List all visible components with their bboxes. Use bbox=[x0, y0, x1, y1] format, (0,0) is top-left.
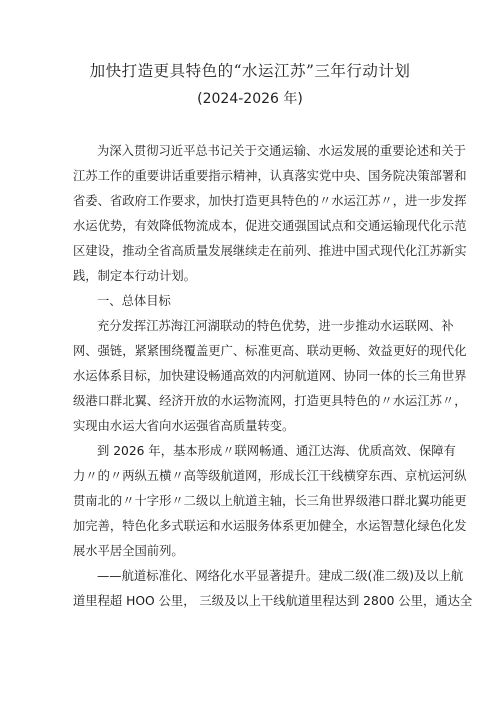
paragraph-line: 贯南北的〃十字形〃二级以上航道主轴，长三角世界级港口群北翼功能更 bbox=[73, 494, 467, 508]
paragraph-line: 践，制定本行动计划。 bbox=[73, 269, 196, 283]
paragraph-line: 省委、省政府工作要求，加快打造更具特色的〃水运江苏〃，进一步发挥 bbox=[73, 194, 467, 208]
paragraph-line: 网、强链，紧紧围绕覆盖更广、标准更高、联动更畅、效益更好的现代化 bbox=[73, 344, 467, 358]
paragraph-line: 水运体系目标，加快建设畅通高效的内河航道网、协同一体的长三角世界 bbox=[73, 369, 467, 383]
paragraph-line: 江苏工作的重要讲话重要指示精神，认真落实党中央、国务院决策部署和 bbox=[73, 169, 467, 183]
paragraph-line: 到 2026 年，基本形成〃联网畅通、通江达海、优质高效、保障有 bbox=[97, 444, 456, 458]
paragraph-line: 道里程超 HOO 公里， 三级及以上干线航道里程达到 2800 公里，通达全 bbox=[73, 594, 473, 608]
paragraph-line: ——航道标准化、网络化水平显著提升。建成二级(准二级)及以上航 bbox=[97, 569, 464, 583]
paragraph-line: 展水平居全国前列。 bbox=[73, 544, 184, 558]
paragraph-line: 级港口群北翼、经济开放的水运物流网，打造更具特色的〃水运江苏〃， bbox=[73, 394, 467, 408]
paragraph-line: 加完善，特色化多式联运和水运服务体系更加健全，水运智慧化绿色化发 bbox=[73, 519, 467, 533]
section-heading: 一、总体目标 bbox=[97, 294, 171, 308]
paragraph-line: 力〃的〃两纵五横〃高等级航道网，形成长江干线横穿东西、京杭运河纵 bbox=[73, 469, 467, 483]
paragraph-line: 水运优势，有效降低物流成本，促进交通强国试点和交通运输现代化示范 bbox=[73, 219, 467, 233]
document-title: 加快打造更具特色的“水运江苏”三年行动计划 bbox=[89, 62, 411, 80]
paragraph-line: 为深入贯彻习近平总书记关于交通运输、水运发展的重要论述和关于 bbox=[97, 144, 466, 158]
document-subtitle-years: (2024-2026 年) bbox=[197, 91, 303, 107]
paragraph-line: 区建设，推动全省高质量发展继续走在前列、推进中国式现代化江苏新实 bbox=[73, 244, 467, 258]
paragraph-line: 实现由水运大省向水运强省高质量转变。 bbox=[73, 419, 295, 433]
paragraph-line: 充分发挥江苏海江河湖联动的特色优势，进一步推动水运联网、补 bbox=[97, 319, 454, 333]
